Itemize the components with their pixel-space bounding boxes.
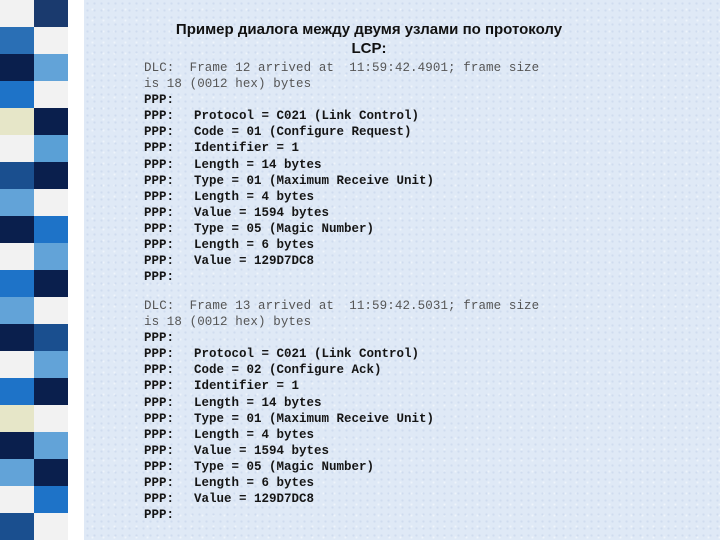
line-text: Length = 4 bytes [194,189,315,204]
line-text: Length = 4 bytes [194,427,315,442]
stripe-cell [0,432,68,459]
trace-line [144,157,584,173]
trace-line [144,411,584,427]
slide-title-line1: Пример диалога между двумя узлами по протоколу [175,21,563,38]
stripe-cell [0,459,68,486]
trace-line [144,269,584,285]
trace-line [144,189,584,205]
line-prefix: PPP: [144,492,175,507]
line-text: Type = 01 (Maximum Receive Unit) [194,411,435,426]
trace-line [144,253,584,269]
line-prefix: PPP: [144,459,175,474]
line-text: Code = 02 (Configure Ack) [194,363,382,378]
frame-header-line: is 18 (0012 hex) bytes [144,77,312,92]
stripe-cell [0,0,68,27]
stripe-cell [0,486,68,513]
trace-line [144,427,584,443]
line-prefix: PPP: [144,221,175,236]
line-text: Value = 129D7DC8 [194,254,315,269]
line-prefix: PPP: [144,254,175,269]
decorative-stripe [0,0,68,540]
trace-lines [144,92,584,285]
line-text: Value = 1594 bytes [194,205,330,220]
line-prefix: PPP: [144,508,175,523]
line-text: Type = 05 (Magic Number) [194,221,375,236]
trace-line [144,108,584,124]
trace-line [144,205,584,221]
stripe-cell [0,162,68,189]
line-prefix: PPP: [144,157,175,172]
line-prefix: PPP: [144,205,175,220]
line-text: Length = 14 bytes [194,395,322,410]
trace-line [144,378,584,394]
line-text: Value = 129D7DC8 [194,492,315,507]
trace-line [144,124,584,140]
frame-header-line: DLC: Frame 13 arrived at 11:59:42.5031; frame size [144,299,540,313]
stripe-cell [0,135,68,162]
stripe-cell [0,216,68,243]
line-prefix: PPP: [144,238,175,253]
trace-lines [144,330,584,523]
stripe-cell [0,351,68,378]
stripe-cell [0,270,68,297]
line-text: Type = 01 (Maximum Receive Unit) [194,173,435,188]
trace-line [144,491,584,507]
slide-title-line2: LCP: [351,40,387,57]
trace-line [144,221,584,237]
line-prefix: PPP: [144,379,175,394]
trace-line [144,346,584,362]
line-text: Protocol = C021 (Link Control) [194,347,420,362]
line-prefix: PPP: [144,189,175,204]
line-text: Type = 05 (Magic Number) [194,459,375,474]
line-prefix: PPP: [144,331,175,346]
stripe-cell [0,405,68,432]
trace-line [144,362,584,378]
trace-line [144,459,584,475]
line-text: Identifier = 1 [194,379,300,394]
line-text: Value = 1594 bytes [194,443,330,458]
line-prefix: PPP: [144,476,175,491]
frame-header-line: is 18 (0012 hex) bytes [144,315,312,330]
stripe-cell [0,54,68,81]
line-prefix: PPP: [144,347,175,362]
trace-line [144,173,584,189]
slide-title [84,20,654,58]
trace-line [144,330,584,346]
line-prefix: PPP: [144,109,175,124]
line-text: Protocol = C021 (Link Control) [194,109,420,124]
line-text: Identifier = 1 [194,141,300,156]
trace-line [144,395,584,411]
stripe-cell [0,513,68,540]
stripe-cell [0,27,68,54]
stripe-cell [0,324,68,351]
line-prefix: PPP: [144,173,175,188]
line-prefix: PPP: [144,141,175,156]
frame-trace-2 [144,298,584,523]
stripe-cell [0,189,68,216]
line-prefix: PPP: [144,427,175,442]
stripe-cell [0,243,68,270]
trace-line [144,140,584,156]
stripe-cell [0,81,68,108]
line-prefix: PPP: [144,363,175,378]
stripe-cell [0,108,68,135]
line-text: Length = 14 bytes [194,157,322,172]
line-prefix: PPP: [144,443,175,458]
line-text: Length = 6 bytes [194,476,315,491]
line-prefix: PPP: [144,411,175,426]
trace-line [144,92,584,108]
line-prefix: PPP: [144,395,175,410]
trace-line [144,475,584,491]
trace-line [144,443,584,459]
trace-line [144,237,584,253]
line-text: Length = 6 bytes [194,238,315,253]
stripe-cell [0,297,68,324]
frame-trace-1 [144,60,584,285]
frame-header-line: DLC: Frame 12 arrived at 11:59:42.4901; frame size [144,61,540,75]
line-text: Code = 01 (Configure Request) [194,125,412,140]
stripe-cell [0,378,68,405]
line-prefix: PPP: [144,93,175,108]
line-prefix: PPP: [144,270,175,285]
line-prefix: PPP: [144,125,175,140]
trace-line [144,507,584,523]
